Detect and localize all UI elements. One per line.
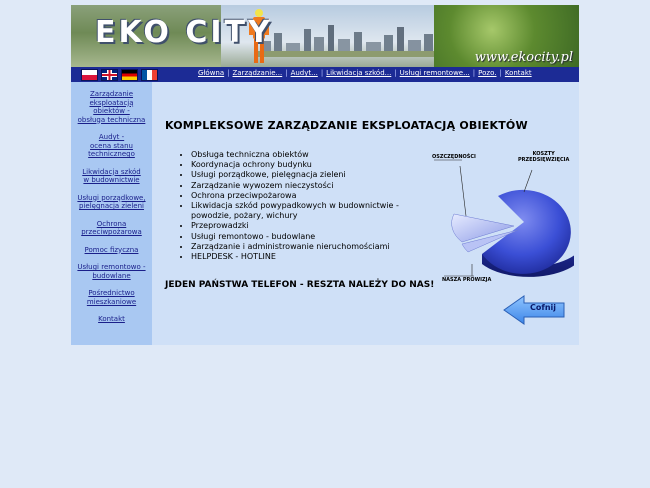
pie-chart-graphic xyxy=(414,144,574,284)
list-item: • Usługi porządkowe, pielęgnacja zieleni xyxy=(191,170,421,180)
sidebar-link-housing[interactable] xyxy=(87,289,136,306)
pie-label-costs-line1: KOSZTY xyxy=(532,151,555,157)
sidebar-item-damage xyxy=(71,168,152,185)
sidebar-link-physical-help[interactable] xyxy=(85,246,139,254)
sidebar-label-line: pielęgnacja zieleni xyxy=(79,202,144,210)
sidebar-label-line: przeciwpożarowa xyxy=(81,228,142,236)
sidebar-item-audit xyxy=(71,133,152,159)
flag-pl-icon[interactable] xyxy=(81,69,98,81)
sidebar-label-line: technicznego xyxy=(88,150,135,158)
sidebar-label-line: Pośrednictwo xyxy=(88,289,135,297)
list-item: • Obsługa techniczna obiektów xyxy=(191,150,421,160)
main-content xyxy=(152,82,579,345)
top-nav-link-management[interactable]: Zarządzanie... xyxy=(232,69,283,77)
list-item: • HELPDESK - HOTLINE xyxy=(191,252,421,262)
language-switcher xyxy=(81,69,161,80)
back-button-label: Cofnij xyxy=(530,303,557,312)
sidebar-menu xyxy=(71,82,152,345)
page-title: KOMPLEKSOWE ZARZĄDZANIE EKSPLOATACJĄ OBIEKTÓW xyxy=(165,119,528,132)
flag-fr-icon[interactable] xyxy=(141,69,158,81)
sidebar-link-contact[interactable] xyxy=(98,315,125,323)
sidebar-label-line: ocena stanu xyxy=(90,141,133,150)
sidebar-item-fire-protection xyxy=(71,220,152,237)
sidebar-item-physical-help xyxy=(71,246,152,255)
list-item: • Koordynacja ochrony budynku xyxy=(191,160,421,170)
top-nav-link-damage[interactable]: Likwidacja szkód... xyxy=(326,69,392,77)
sidebar-link-fire-protection[interactable] xyxy=(81,220,142,237)
flag-gb-icon[interactable] xyxy=(101,69,118,81)
sidebar-label-line: eksploatacją xyxy=(89,98,134,107)
list-item: • Zarządzanie wywozem nieczystości xyxy=(191,181,421,191)
sidebar-label-line: Likwidacja szkód xyxy=(82,167,141,176)
list-item: • Likwidacja szkód powypadkowych w budownictwie - powodzie, pożary, wichury xyxy=(191,201,421,221)
sidebar-link-audit[interactable] xyxy=(88,133,135,158)
sidebar-label-line: Pomoc fizyczna xyxy=(84,245,139,254)
list-item: • Przeprowadzki xyxy=(191,221,421,231)
sidebar-link-damage[interactable] xyxy=(82,168,140,185)
top-nav-link-home[interactable]: Główna xyxy=(198,69,225,77)
sidebar-link-cleaning[interactable] xyxy=(77,194,145,211)
site-domain: www.ekocity.pl xyxy=(474,50,573,65)
sidebar-label-line: Usługi porządkowe, xyxy=(77,193,146,202)
pie-label-costs-line2: PRZEDSIĘWZIĘCIA xyxy=(518,157,570,163)
sidebar-link-management[interactable] xyxy=(78,90,146,124)
sidebar-label-line: obiektów - xyxy=(93,107,130,115)
pie-label-commission: NASZA PROWIZJA xyxy=(442,277,492,283)
sidebar-label-line: Ochrona xyxy=(96,219,127,228)
city-skyline-graphic xyxy=(256,23,446,57)
top-nav-links: Główna | Zarządzanie... | Audyt... | Likwidacja szkód... | Usługi remontowe... | Pozo. | Kontakt xyxy=(198,69,532,77)
list-item: • Ochrona przeciwpożarowa xyxy=(191,191,421,201)
sidebar-label-line: budowlane xyxy=(92,271,131,280)
tagline: JEDEN PAŃSTWA TELEFON - RESZTA NALEŻY DO NAS! xyxy=(165,280,435,290)
sidebar-label-line: Audyt - xyxy=(98,133,125,141)
pie-label-savings: OSZCZĘDNOŚCI xyxy=(432,154,476,160)
top-nav-link-contact[interactable]: Kontakt xyxy=(504,69,532,77)
list-item: • Usługi remontowo - budowlane xyxy=(191,232,421,242)
sidebar-label-line: Zarządzanie xyxy=(89,90,134,98)
back-button[interactable] xyxy=(502,294,566,326)
sidebar-item-cleaning xyxy=(71,194,152,211)
pie-label-costs xyxy=(518,151,569,163)
sidebar-label-line: mieszkaniowe xyxy=(86,297,137,306)
pie-chart-svg xyxy=(414,144,574,284)
list-item: • Zarządzanie i administrowanie nieruchomościami xyxy=(191,242,421,252)
sidebar-label-line: w budownictwie xyxy=(83,176,140,184)
site-logo[interactable]: EKO CITY xyxy=(95,15,273,50)
sidebar-item-management xyxy=(71,90,152,124)
flag-de-icon[interactable] xyxy=(121,69,138,81)
top-nav-link-renovation[interactable]: Usługi remontowe... xyxy=(399,69,470,77)
sidebar-label-line: Kontakt xyxy=(98,315,125,323)
site-container xyxy=(71,5,579,345)
sidebar-link-renovation[interactable] xyxy=(77,263,145,280)
sidebar-item-housing xyxy=(71,289,152,306)
sidebar-label-line: Usługi remontowo - xyxy=(77,263,146,271)
sidebar-item-contact xyxy=(71,315,152,324)
sidebar-label-line: obsługa techniczna xyxy=(77,115,146,124)
top-nav-link-audit[interactable]: Audyt... xyxy=(290,69,318,77)
sidebar-item-renovation xyxy=(71,263,152,280)
header-banner xyxy=(71,5,579,67)
services-list xyxy=(180,150,421,262)
top-nav-link-other[interactable]: Pozo. xyxy=(478,69,497,77)
top-navigation-bar xyxy=(71,67,579,82)
